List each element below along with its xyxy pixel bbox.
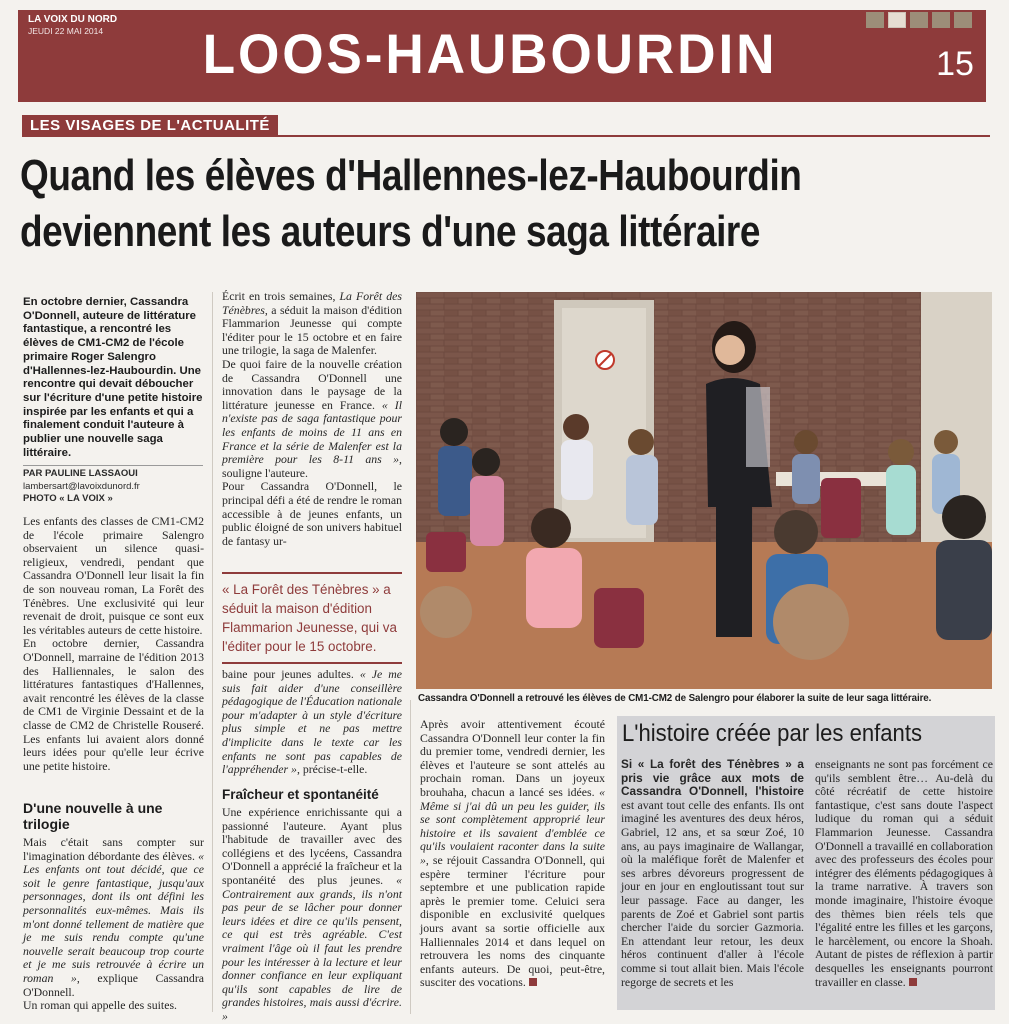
- article-column-1-continued: [23, 836, 204, 1013]
- square-icon: [932, 12, 950, 28]
- book-title: La Forêt des Ténèbres: [222, 289, 402, 317]
- subheading: D'une nouvelle à une trilogie: [23, 800, 163, 832]
- article-lead: En octobre dernier, Cassandra O'Donnell, auteure de littérature fantastique, a rencontré les élèves de CM1-CM2 de l'école primaire Roger Salengro d'Hallennes-lez-Haubourdin. Une rencontre qui devait déboucher sur l'écriture d'une petite histoire inspirée par les enfants et qui a finalement conduit l'auteure à publier une nouvelle saga littéraire.: [23, 296, 203, 459]
- headline: [20, 148, 839, 260]
- article-column-3: [420, 718, 605, 990]
- quote-text: « Les enfants ont tout décidé, que ce soit le genre fantastique, jusqu'aux personnages, dont ils ont défini les personnalités eux-mêmes. Mais ils m'ont donné tellement de matière que je me suis rendu compte qu'une nouvelle serait beaucoup trop courte et je me suis retrouvée à écrire un roman »: [23, 848, 204, 985]
- pull-quote-text: « La Forêt des Ténèbres » a séduit la maison d'édition Flammarion Jeunesse, qui va l'éditer pour le 15 octobre.: [222, 582, 397, 654]
- end-mark-icon: [529, 978, 537, 986]
- newspaper-name: LA VOIX DU NORD: [28, 14, 118, 25]
- end-mark-icon: [909, 978, 917, 986]
- column-divider: [212, 292, 213, 1012]
- decorative-squares: [866, 12, 982, 28]
- paragraph: [222, 668, 402, 777]
- column-divider: [410, 700, 411, 1014]
- photo-caption: Cassandra O'Donnell a retrouvé les élèves de CM1-CM2 de Salengro pour élaborer la suite de leur saga littéraire.: [418, 693, 932, 704]
- box-column-1: [621, 758, 804, 989]
- paragraph: [222, 290, 402, 358]
- paragraph: [222, 358, 402, 480]
- headline-line-2: deviennent les auteurs d'une saga littéraire: [20, 207, 761, 256]
- paragraph-text: enseignants ne sont pas forcément ce qu'ils semblent être… Au-delà du côté récréatif de cette histoire fantastique, c'est sans doute l'aspect ludique du roman qui a séduit Flammarion Jeunesse. Cassandra O'Donnell a travaillé en collaboration avec des professeurs des écoles pour intégrer des éléments pédagogiques à la trame narrative. À travers son monde imaginaire, l'histoire évoque des thèmes bien réels tels que l'égalité entre les filles et les garçons, le harcèlement, ou encore la Shoah. Autant de pistes de réflexion à partir desquelles les enseignants pourront travailler en classe.: [815, 757, 993, 989]
- byline-author: PAR PAULINE LASSAOUI: [23, 468, 138, 479]
- headline-line-1: Quand les élèves d'Hallennes-lez-Haubourdin: [20, 151, 802, 200]
- paragraph-text: Écrit en trois semaines,: [222, 289, 340, 303]
- paragraph: [621, 758, 804, 989]
- subheading: Fraîcheur et spontanéité: [222, 787, 379, 802]
- section-title: LOOS-HAUBOURDIN: [202, 22, 778, 85]
- square-icon: [888, 12, 906, 28]
- byline: [23, 465, 203, 506]
- paragraph: Pour Cassandra O'Donnell, le principal défi a été de rendre le roman accessible à de jeunes enfants, un public éloigné de son univers habituel de fantasy ur-: [222, 479, 402, 548]
- rubric-rule: [22, 135, 990, 137]
- paragraph: [23, 836, 204, 999]
- paragraph-text: De quoi faire de la nouvelle création de Cassandra O'Donnell une innovation dans le paysage de la littérature jeunesse en France.: [222, 356, 402, 412]
- paragraph-text: Après avoir attentivement écouté Cassandra O'Donnell leur conter la fin du premier tome, vendredi dernier, les élèves et l'auteure se sont attelés au prochain roman. Dans un joyeux brouhaha, chacun a lancé ses idées.: [420, 717, 605, 799]
- paragraph-text: Une expérience enrichissante qui a passionné l'auteure. Ayant plus l'habitude de travailler avec des collégiens et des lycéens, Cassandra O'Donnell a apprécié la fraîcheur et la spontanéité des plus jeunes.: [222, 805, 402, 887]
- article-column-1: [23, 515, 204, 773]
- paragraph: [222, 806, 402, 1024]
- paragraph-text: est avant tout celle des enfants. Ils ont imaginé les aventures des deux héros, Gabriel, 12 ans, et sa sœur Zoé, 10 ans, au pays imaginaire de Wallangar, où la maléfique forêt de Malenfer et ses arbres dévoreurs progressent de jour en jour en engloutissant tout sur leur passage. Face au danger, les parents de Zoé et Gabriel sont partis chercher l'aide du sorcier Gazmoria. En attendant leur retour, les deux héros continuent d'aller à l'école comme si tout allait bien. Mais l'école regorge de secrets et les: [621, 797, 804, 989]
- paragraph-text: , a séduit la maison d'édition Flammarion Jeunesse qui compte l'éditer pour le 15 octobre et en faire une trilogie, la saga de Malenfer.: [222, 302, 402, 358]
- rubric-label: LES VISAGES DE L'ACTUALITÉ: [22, 115, 278, 137]
- box-lead: Si « La forêt des Ténèbres » a pris vie grâce aux mots de Cassandra O'Donnell, l'histoire: [621, 757, 804, 799]
- quote-text: « Il n'existe pas de saga fantastique pour les enfants de moins de 11 ans en France et la série de Malenfer est la première pour les 8-11 ans »: [222, 397, 402, 467]
- issue-date: JEUDI 22 MAI 2014: [28, 26, 104, 36]
- paragraph: Les enfants des classes de CM1-CM2 de l'école primaire Salengro observaient un silence quasi-religieux, vendredi, pendant que Cassandra O'Donnell leur lisait la fin de son nouveau roman, La Forêt des Ténèbres. Une exclusivité qui leur revenait de droit, puisque ce sont eux les véritables auteurs de cette histoire.: [23, 514, 204, 637]
- box-column-2: [815, 758, 993, 989]
- paragraph-text: , précise-t-elle.: [296, 762, 368, 777]
- page-number: 15: [936, 45, 974, 83]
- paragraph: [420, 718, 605, 990]
- paragraph-text: baine pour jeunes adultes.: [222, 667, 360, 681]
- byline-photo: PHOTO « LA VOIX »: [23, 493, 113, 504]
- article-column-2-end: [222, 806, 402, 1024]
- article-photo: [416, 292, 992, 689]
- byline-email: lambersart@lavoixdunord.fr: [23, 480, 140, 492]
- quote-text: « Je me suis fait aider d'une conseillère pédagogique de l'Éducation nationale pour m'adapter à un style d'écriture plus simple et ne pas mettre d'implicite dans le texte car les enfants ne sont pas capables de l'appréhender »: [222, 667, 403, 777]
- paragraph-text: Mais c'était sans compter sur l'imagination débordante des élèves.: [23, 835, 204, 863]
- quote-text: « Contrairement aux grands, ils n'ont pas peur de se lâcher pour donner leurs idées et dire ce qu'ils pensent, ce qui est très agréable. C'est vraiment l'âge où il faut les prendre pour les intéresser à la lecture et leur donner confiance en leur expliquant qu'ils sont capables de lire de grandes histoires, mais aussi d'écrire. »: [222, 872, 402, 1023]
- square-icon: [866, 12, 884, 28]
- quote-text: « Même si j'ai dû un peu les guider, ils se sont complètement approprié leur histoire et ils savaient d'emblée ce qu'ils voulaient raconter dans la suite »: [420, 784, 605, 867]
- box-title: L'histoire créée par les enfants: [622, 720, 923, 747]
- paragraph-text: , explique Cassandra O'Donnell.: [23, 970, 204, 999]
- article-column-2-continued: [222, 668, 402, 777]
- paragraph-text: , se réjouit Cassandra O'Donnell, qui espère terminer l'écriture pour septembre et une publication rapide après le premier tome. Celuici sera disponible en exclusivité quelques jours avant sa sortie officielle aux Halliennales 2014 et dans lequel on retrouvera les noms des cinquante enfants auteurs. De quoi, peut-être, susciter des vocations.: [420, 852, 605, 990]
- paragraph: [815, 758, 993, 989]
- square-icon: [954, 12, 972, 28]
- pull-quote: [222, 572, 402, 664]
- article-column-2: [222, 290, 402, 548]
- paragraph: En octobre dernier, Cassandra O'Donnell, marraine de l'édition 2013 des Halliennales, le salon des littératures fantastiques d'Hallennes, avait rencontré les élèves de la classe de CM1 de Virginie Dessaint et de la classe de CM2 de Christelle Rouseré. Les enfants lui avaient alors donné leurs idées pour qu'elle leur écrive une petite histoire.: [23, 636, 204, 773]
- paragraph-text: , souligne l'auteure.: [222, 452, 402, 480]
- paragraph: Un roman qui appelle des suites.: [23, 998, 177, 1013]
- square-icon: [910, 12, 928, 28]
